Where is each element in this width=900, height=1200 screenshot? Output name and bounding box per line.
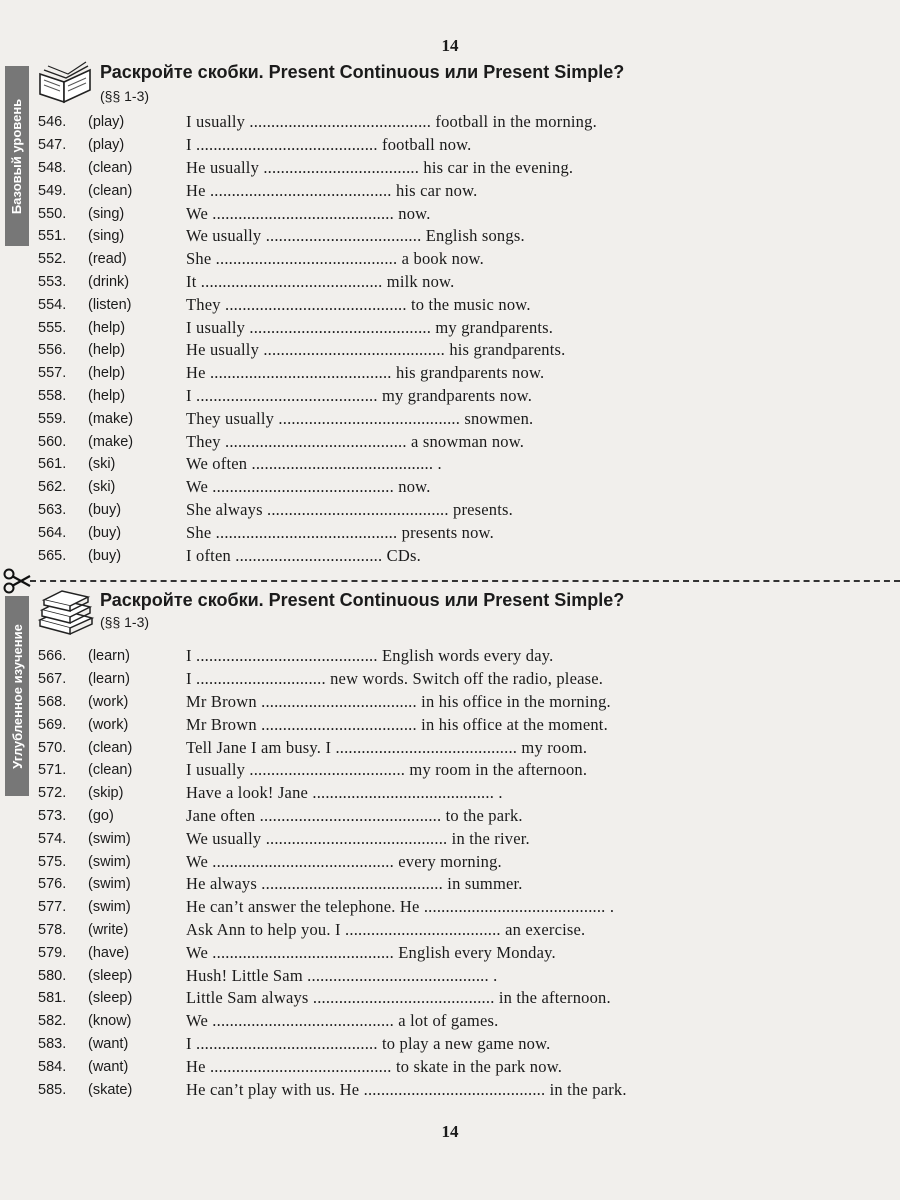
exercise-verb: (play) [88, 137, 125, 154]
exercise-verb: (know) [88, 1013, 132, 1030]
exercise-item [38, 827, 627, 850]
level-tab-basic [5, 66, 29, 246]
exercise-number: 579. [38, 944, 67, 961]
exercise-sentence: He .......................................... his car now. [186, 180, 478, 200]
exercise-item [38, 499, 597, 522]
exercise-sentence: Jane often .......................................... to the park. [186, 805, 523, 825]
exercise-sentence: I usually .......................................... football in the morning. [186, 112, 597, 132]
exercise-number: 558. [38, 387, 67, 404]
exercise-number: 577. [38, 899, 67, 916]
page-number-top: 14 [441, 36, 459, 55]
exercise-item [38, 1078, 627, 1101]
exercise-number: 561. [38, 456, 67, 473]
exercise-number: 572. [38, 785, 67, 802]
exercise-verb: (ski) [88, 479, 116, 496]
exercise-number: 576. [38, 876, 67, 893]
exercise-item [38, 430, 597, 453]
exercise-item [38, 964, 627, 987]
exercise-sentence: Have a look! Jane .......................................... . [186, 783, 503, 803]
exercise-verb: (learn) [88, 671, 130, 688]
exercise-sentence: It .......................................... milk now. [186, 271, 455, 291]
exercise-verb: (want) [88, 1058, 129, 1075]
exercise-verb: (make) [88, 410, 134, 427]
exercise-item [38, 691, 627, 714]
exercise-item [38, 782, 627, 805]
exercise-sentence: I usually .................................... my room in the afternoon. [186, 760, 588, 780]
exercise-verb: (write) [88, 921, 129, 938]
level-tab-label: Базовый уровень [9, 98, 25, 214]
exercise-item [38, 544, 597, 567]
exercise-sentence: She .......................................... presents now. [186, 522, 494, 542]
exercise-verb: (buy) [88, 547, 122, 564]
exercise-item [38, 713, 627, 736]
exercise-number: 552. [38, 251, 67, 268]
exercise-verb: (buy) [88, 524, 122, 541]
exercise-number: 568. [38, 693, 67, 710]
section-reference: (§§ 1-3) [100, 614, 150, 630]
exercise-number: 583. [38, 1035, 67, 1052]
exercise-verb: (learn) [88, 648, 130, 665]
exercise-verb: (sing) [88, 228, 125, 245]
section-reference: (§§ 1-3) [100, 88, 150, 104]
exercise-verb: (sleep) [88, 967, 133, 984]
exercise-item [38, 111, 597, 134]
exercise-sentence: We usually .................................... English songs. [186, 226, 525, 246]
exercise-sentence: He always .......................................... in summer. [186, 874, 523, 894]
exercise-list-basic [38, 111, 597, 567]
exercise-number: 569. [38, 716, 67, 733]
exercise-verb: (sing) [88, 205, 125, 222]
exercise-verb: (clean) [88, 182, 133, 199]
exercise-verb: (help) [88, 387, 126, 404]
exercise-sentence: He .......................................... to skate in the park now. [186, 1056, 563, 1076]
exercise-item [38, 407, 597, 430]
exercise-item [38, 736, 627, 759]
exercise-sentence: Tell Jane I am busy. I .......................................... my room. [186, 737, 588, 757]
exercise-verb: (listen) [88, 296, 132, 313]
exercise-verb: (drink) [88, 273, 130, 290]
exercise-number: 564. [38, 524, 67, 541]
exercise-sentence: He .......................................... his grandparents now. [186, 363, 545, 383]
exercise-number: 549. [38, 182, 67, 199]
exercise-number: 580. [38, 967, 67, 984]
exercise-item [38, 248, 597, 271]
exercise-sentence: I .......................................... to play a new game now. [186, 1033, 551, 1053]
exercise-number: 566. [38, 648, 67, 665]
exercise-sentence: Mr Brown .................................... in his office at the moment. [186, 714, 608, 734]
exercise-number: 546. [38, 114, 67, 131]
exercise-sentence: They usually .......................................... snowmen. [186, 408, 534, 428]
exercise-item [38, 157, 597, 180]
exercise-verb: (skip) [88, 785, 124, 802]
exercise-item [38, 645, 627, 668]
exercise-sentence: I .............................. new words. Switch off the radio, please. [186, 669, 604, 689]
exercise-sentence: We often .......................................... . [186, 454, 442, 474]
exercise-verb: (read) [88, 251, 127, 268]
exercise-item [38, 179, 597, 202]
exercise-verb: (swim) [88, 853, 131, 870]
exercise-verb: (swim) [88, 876, 131, 893]
exercise-number: 551. [38, 228, 67, 245]
exercise-item [38, 805, 627, 828]
exercise-verb: (go) [88, 807, 114, 824]
exercise-sentence: I .......................................... football now. [186, 135, 472, 155]
exercise-verb: (swim) [88, 830, 131, 847]
exercise-number: 556. [38, 342, 67, 359]
exercise-item [38, 987, 627, 1010]
exercise-verb: (help) [88, 365, 126, 382]
exercise-list-advanced [38, 645, 627, 1101]
exercise-sentence: We .......................................... now. [186, 477, 431, 497]
exercise-item [38, 850, 627, 873]
exercise-item [38, 873, 627, 896]
exercise-verb: (work) [88, 693, 129, 710]
exercise-item [38, 453, 597, 476]
exercise-number: 554. [38, 296, 67, 313]
exercise-sentence: Little Sam always .......................................... in the afternoon. [186, 988, 611, 1008]
level-tab-label: Углубленное изучение [9, 623, 25, 769]
book-stack-icon [36, 590, 96, 636]
exercise-verb: (have) [88, 944, 130, 961]
exercise-verb: (clean) [88, 159, 133, 176]
exercise-number: 574. [38, 830, 67, 847]
exercise-number: 557. [38, 365, 67, 382]
exercise-item [38, 385, 597, 408]
exercise-item [38, 316, 597, 339]
exercise-verb: (ski) [88, 456, 116, 473]
exercise-sentence: I .......................................... English words every day. [186, 646, 554, 666]
exercise-item [38, 362, 597, 385]
exercise-item [38, 293, 597, 316]
exercise-number: 547. [38, 137, 67, 154]
exercise-number: 567. [38, 671, 67, 688]
exercise-item [38, 1033, 627, 1056]
exercise-sentence: We .......................................... now. [186, 203, 431, 223]
exercise-item [38, 896, 627, 919]
exercise-number: 562. [38, 479, 67, 496]
exercise-number: 555. [38, 319, 67, 336]
exercise-number: 578. [38, 921, 67, 938]
exercise-item [38, 919, 627, 942]
exercise-verb: (clean) [88, 762, 133, 779]
exercise-verb: (want) [88, 1035, 129, 1052]
exercise-verb: (play) [88, 114, 125, 131]
exercise-number: 560. [38, 433, 67, 450]
section-heading: Раскройте скобки. Present Continuous или Present Simple? [100, 62, 625, 82]
exercise-number: 575. [38, 853, 67, 870]
exercise-sentence: Hush! Little Sam .......................................... . [186, 965, 498, 985]
exercise-number: 573. [38, 807, 67, 824]
exercise-verb: (clean) [88, 739, 133, 756]
cut-line [30, 580, 900, 582]
exercise-number: 563. [38, 501, 67, 518]
exercise-sentence: They .......................................... to the music now. [186, 294, 531, 314]
exercise-sentence: She .......................................... a book now. [186, 249, 484, 269]
exercise-number: 565. [38, 547, 67, 564]
exercise-item [38, 339, 597, 362]
exercise-sentence: We .......................................... English every Monday. [186, 942, 556, 962]
exercise-item [38, 271, 597, 294]
exercise-number: 584. [38, 1058, 67, 1075]
exercise-number: 570. [38, 739, 67, 756]
page-number-bottom: 14 [441, 1122, 459, 1141]
exercise-sentence: We usually .......................................... in the river. [186, 828, 530, 848]
exercise-item [38, 134, 597, 157]
exercise-number: 559. [38, 410, 67, 427]
exercise-sentence: He usually .................................... his car in the evening. [186, 157, 574, 177]
exercise-number: 582. [38, 1013, 67, 1030]
exercise-item [38, 476, 597, 499]
exercise-sentence: I often .................................. CDs. [186, 545, 421, 565]
exercise-sentence: I usually .......................................... my grandparents. [186, 317, 554, 337]
exercise-verb: (make) [88, 433, 134, 450]
exercise-number: 571. [38, 762, 67, 779]
exercise-sentence: He usually .......................................... his grandparents. [186, 340, 566, 360]
exercise-sentence: Mr Brown .................................... in his office in the morning. [186, 691, 611, 711]
exercise-item [38, 202, 597, 225]
exercise-item [38, 941, 627, 964]
exercise-sentence: He can’t answer the telephone. He .......................................... . [186, 897, 615, 917]
exercise-verb: (buy) [88, 501, 122, 518]
exercise-verb: (work) [88, 716, 129, 733]
exercise-verb: (help) [88, 342, 126, 359]
exercise-item [38, 668, 627, 691]
exercise-sentence: We .......................................... every morning. [186, 851, 502, 871]
exercise-item [38, 225, 597, 248]
exercise-number: 581. [38, 990, 67, 1007]
exercise-sentence: We .......................................... a lot of games. [186, 1011, 499, 1031]
section-heading: Раскройте скобки. Present Continuous или Present Simple? [100, 590, 625, 610]
exercise-item [38, 521, 597, 544]
scissors-icon [2, 566, 32, 596]
exercise-item [38, 1055, 627, 1078]
exercise-sentence: She always .......................................... presents. [186, 499, 513, 519]
exercise-item [38, 759, 627, 782]
level-tab-advanced [5, 596, 29, 796]
exercise-number: 548. [38, 159, 67, 176]
exercise-item [38, 1010, 627, 1033]
exercise-sentence: He can’t play with us. He .......................................... in the park. [186, 1079, 627, 1099]
exercise-sentence: Ask Ann to help you. I .................................... an exercise. [186, 919, 586, 939]
exercise-number: 553. [38, 273, 67, 290]
open-book-icon [36, 60, 96, 104]
exercise-verb: (skate) [88, 1081, 133, 1098]
exercise-verb: (swim) [88, 899, 131, 916]
exercise-sentence: I .......................................... my grandparents now. [186, 385, 533, 405]
exercise-number: 550. [38, 205, 67, 222]
exercise-sentence: They .......................................... a snowman now. [186, 431, 525, 451]
exercise-verb: (help) [88, 319, 126, 336]
exercise-verb: (sleep) [88, 990, 133, 1007]
exercise-number: 585. [38, 1081, 67, 1098]
